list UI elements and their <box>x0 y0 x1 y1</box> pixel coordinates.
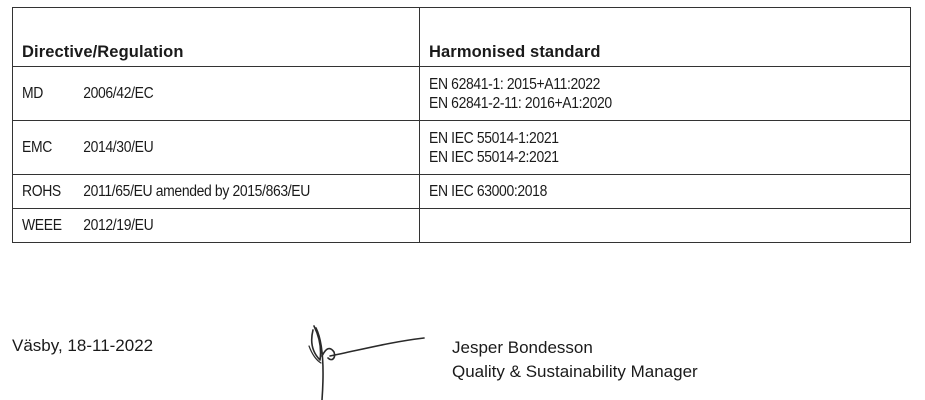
directive-number: 2012/19/EU <box>83 216 154 234</box>
table-row <box>13 209 911 243</box>
standard-cell <box>420 67 911 121</box>
signer-title: Quality & Sustainability Manager <box>452 362 698 381</box>
directive-cell <box>13 209 420 243</box>
signer-name: Jesper Bondesson <box>452 338 593 357</box>
directive-cell <box>13 175 420 209</box>
standard-line: EN 62841-1: 2015+A11:2022 <box>429 75 601 93</box>
standard-line: EN IEC 55014-2:2021 <box>429 148 559 166</box>
standard-cell <box>420 121 911 175</box>
directive-cell <box>13 121 420 175</box>
signer-block <box>452 336 698 384</box>
directive-code: WEEE <box>22 216 62 234</box>
header-standard: Harmonised standard <box>420 8 911 67</box>
table-row <box>13 67 911 121</box>
table-header-row <box>13 8 911 67</box>
header-directive: Directive/Regulation <box>13 8 420 67</box>
directive-cell <box>13 67 420 121</box>
place-date: Väsby, 18-11-2022 <box>12 336 154 355</box>
directive-code: ROHS <box>22 182 61 200</box>
directive-number: 2014/30/EU <box>83 138 154 156</box>
directive-code: EMC <box>22 138 52 156</box>
regulation-table <box>12 7 911 243</box>
standard-line: EN 62841-2-11: 2016+A1:2020 <box>429 94 612 112</box>
directive-code: MD <box>22 84 43 102</box>
directive-number: 2006/42/EC <box>83 84 154 102</box>
signature-image <box>300 316 430 400</box>
table-row <box>13 175 911 209</box>
standard-cell <box>420 175 911 209</box>
standard-line: EN IEC 55014-1:2021 <box>429 129 559 147</box>
standard-line: EN IEC 63000:2018 <box>429 183 547 200</box>
table-row <box>13 121 911 175</box>
directive-number: 2011/65/EU amended by 2015/863/EU <box>83 182 310 200</box>
standard-cell-empty <box>420 209 911 243</box>
